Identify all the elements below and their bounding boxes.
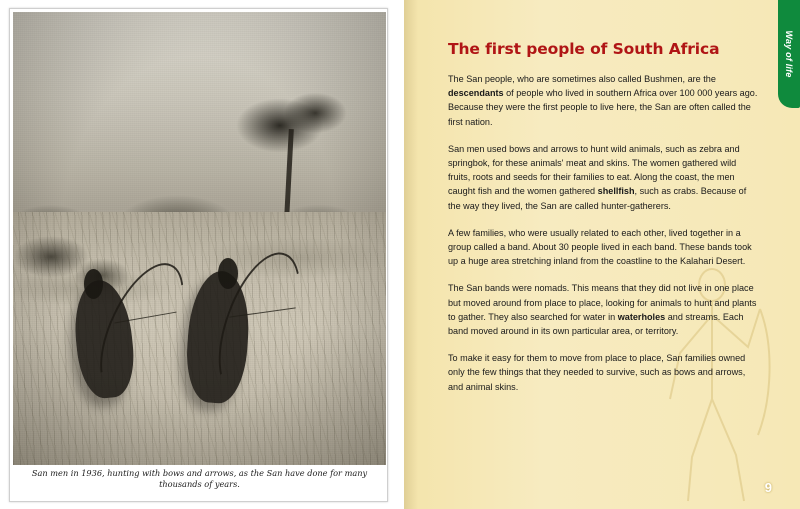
paragraph: To make it easy for them to move from place to place, San families owned only the few things that they needed to survive, such as bows and arrows, and animal skins. <box>448 353 746 392</box>
page-gutter-shadow <box>404 0 418 509</box>
paragraph: The San people, who are sometimes also called Bushmen, are the descendants of people who lived in southern Africa over 100 000 years ago. Because they were the first people to live here, the San are often called the first nation. <box>448 74 758 127</box>
paragraph: The San bands were nomads. This means that they did not live in one place but moved around from place to place, looking for animals to hunt and plants to gather. They also searched for water in waterholes and streams. Each band moved around in its own particular area, or territory. <box>448 283 757 337</box>
photo-grain <box>13 12 386 467</box>
paragraph: A few families, who were usually related to each other, lived together in a group called a band. About 30 people lived in each band. These bands took up a huge area stretching inland from the coastline to the Kalahari Desert. <box>448 227 752 267</box>
body-text <box>448 72 758 394</box>
photo-frame <box>9 8 388 502</box>
section-tab-label: Way of life <box>784 30 794 78</box>
historical-photograph <box>13 12 386 467</box>
page-number: 9 <box>764 480 772 495</box>
right-page <box>404 0 800 509</box>
photo-caption: San men in 1936, hunting with bows and arrows, as the San have done for many thousands of years. <box>13 465 386 498</box>
section-tab[interactable] <box>778 0 800 108</box>
article-content <box>448 40 758 407</box>
paragraph: San men used bows and arrows to hunt wild animals, such as zebra and springbok, for these animals' meat and skins. The women gathered wild fruits, roots and seeds for their families to eat. Along the coast, the men caught fish and the women gathered shellfish, such as crabs. Because of the way they lived, the San are called hunter-gatherers. <box>448 143 747 211</box>
page-title: The first people of South Africa <box>448 40 720 58</box>
